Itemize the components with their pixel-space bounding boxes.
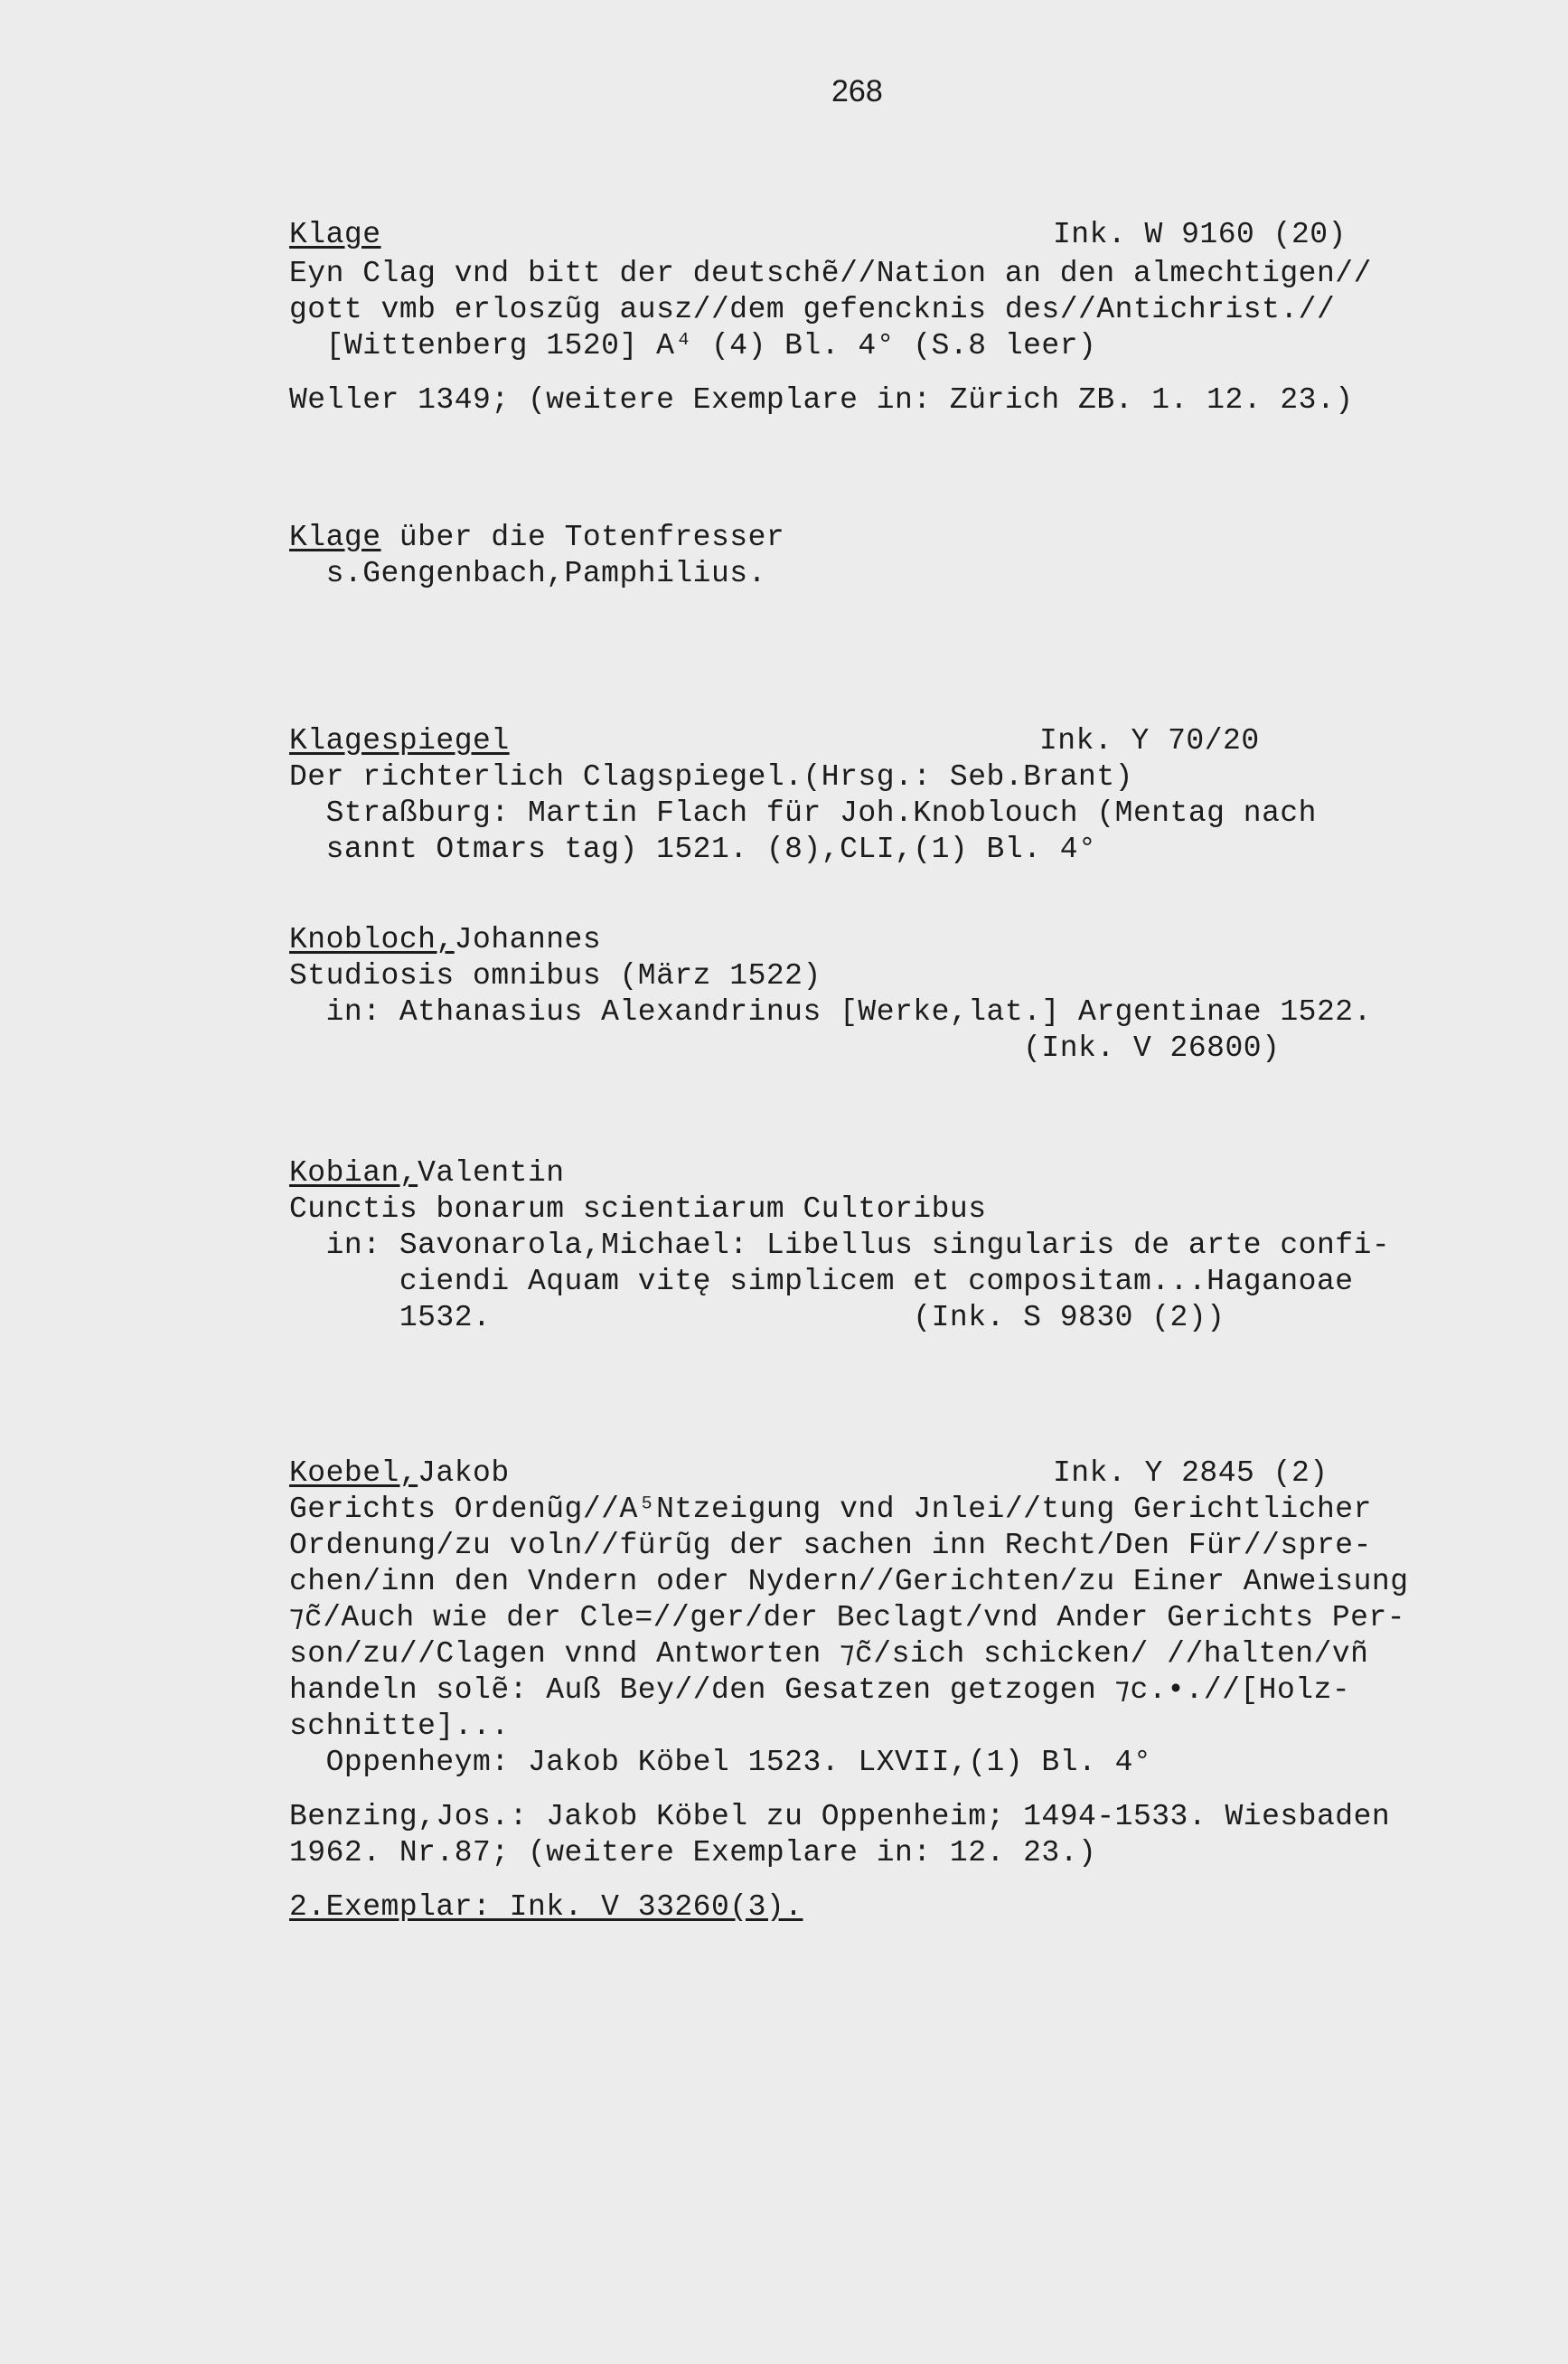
text-line: ciendi Aquam vitę simplicem et compositam...Haganoae xyxy=(289,1265,1354,1298)
text-line: son/zu//Clagen vnnd Antworten ⁊c̃/sich schicken/ //halten/vñ xyxy=(289,1637,1369,1671)
text-line: handeln solẽ: Auß Bey//den Gesatzen getzogen ⁊c.•.//[Holz- xyxy=(289,1673,1351,1707)
heading-rest: Johannes xyxy=(454,923,602,956)
text-line: (Ink. V 26800) xyxy=(289,1031,1281,1065)
heading-word: Kobian, xyxy=(289,1156,418,1190)
second-copy-note xyxy=(289,1889,803,1926)
text-line: gott vmb erloszũg ausz//dem gefencknis des//Antichrist.// xyxy=(289,293,1336,326)
shelfmark: Ink. Y 70/20 xyxy=(1039,724,1260,758)
text-line: Weller 1349; (weitere Exemplare in: Zürich ZB. 1. 12. 23.) xyxy=(289,383,1354,417)
text-line: Studiosis omnibus (März 1522) xyxy=(289,959,822,993)
text-line: in: Savonarola,Michael: Libellus singularis de arte confi- xyxy=(289,1229,1391,1262)
shelfmark: Ink. Y 2845 (2) xyxy=(1053,1456,1329,1490)
text-line: Der richterlich Clagspiegel.(Hrsg.: Seb.Brant) xyxy=(289,760,1133,794)
heading-rest: über die Totenfresser xyxy=(380,521,785,554)
text-line: in: Athanasius Alexandrinus [Werke,lat.] Argentinae 1522. xyxy=(289,995,1372,1029)
text-line: Straßburg: Martin Flach für Joh.Knoblouch (Mentag nach xyxy=(289,796,1317,830)
second-copy-text: 2.Exemplar: Ink. V 33260(3). xyxy=(289,1890,803,1924)
heading-word: Klage xyxy=(289,521,381,554)
shelfmark: Ink. W 9160 (20) xyxy=(1053,218,1347,251)
text-line: 1532. (Ink. S 9830 (2)) xyxy=(289,1301,1225,1334)
text-line: Eyn Clag vnd bitt der deutschẽ//Nation an den almechtigen// xyxy=(289,257,1372,290)
entry-heading xyxy=(289,723,510,759)
entry-heading xyxy=(289,217,381,253)
entry-heading xyxy=(289,1155,565,1191)
heading-word: Knobloch, xyxy=(289,923,455,956)
text-line: Cunctis bonarum scientiarum Cultoribus xyxy=(289,1192,987,1226)
text-line: Oppenheym: Jakob Köbel 1523. LXVII,(1) Bl. 4° xyxy=(289,1746,1152,1779)
text-line: chen/inn den Vndern oder Nydern//Gerichten/zu Einer Anweisung xyxy=(289,1565,1409,1598)
heading-word: Klage xyxy=(289,218,381,251)
text-line: ⁊c̃/Auch wie der Cle=//ger/der Beclagt/vnd Ander Gerichts Per- xyxy=(289,1601,1406,1634)
text-line: schnitte]... xyxy=(289,1709,510,1743)
entry-heading xyxy=(289,520,784,556)
entry-heading xyxy=(289,922,601,958)
text-line: s.Gengenbach,Pamphilius. xyxy=(289,557,766,590)
text-line: Benzing,Jos.: Jakob Köbel zu Oppenheim; 1494-1533. Wiesbaden xyxy=(289,1800,1391,1833)
text-line: sannt Otmars tag) 1521. (8),CLI,(1) Bl. 4° xyxy=(289,833,1097,866)
heading-rest: Valentin xyxy=(418,1156,565,1190)
heading-word: Klagespiegel xyxy=(289,724,510,758)
text-line: [Wittenberg 1520] A⁴ (4) Bl. 4° (S.8 leer) xyxy=(289,329,1097,363)
heading-word: Koebel, xyxy=(289,1456,418,1490)
text-line: Ordenung/zu voln//fürũg der sachen inn Recht/Den Für//spre- xyxy=(289,1529,1372,1562)
text-line: 1962. Nr.87; (weitere Exemplare in: 12. 23.) xyxy=(289,1836,1097,1870)
text-line: Gerichts Ordenũg//A⁵Ntzeigung vnd Jnlei//tung Gerichtlicher xyxy=(289,1493,1372,1526)
heading-rest: Jakob xyxy=(418,1456,510,1490)
entry-heading xyxy=(289,1455,510,1492)
page-number: 268 xyxy=(831,74,883,108)
